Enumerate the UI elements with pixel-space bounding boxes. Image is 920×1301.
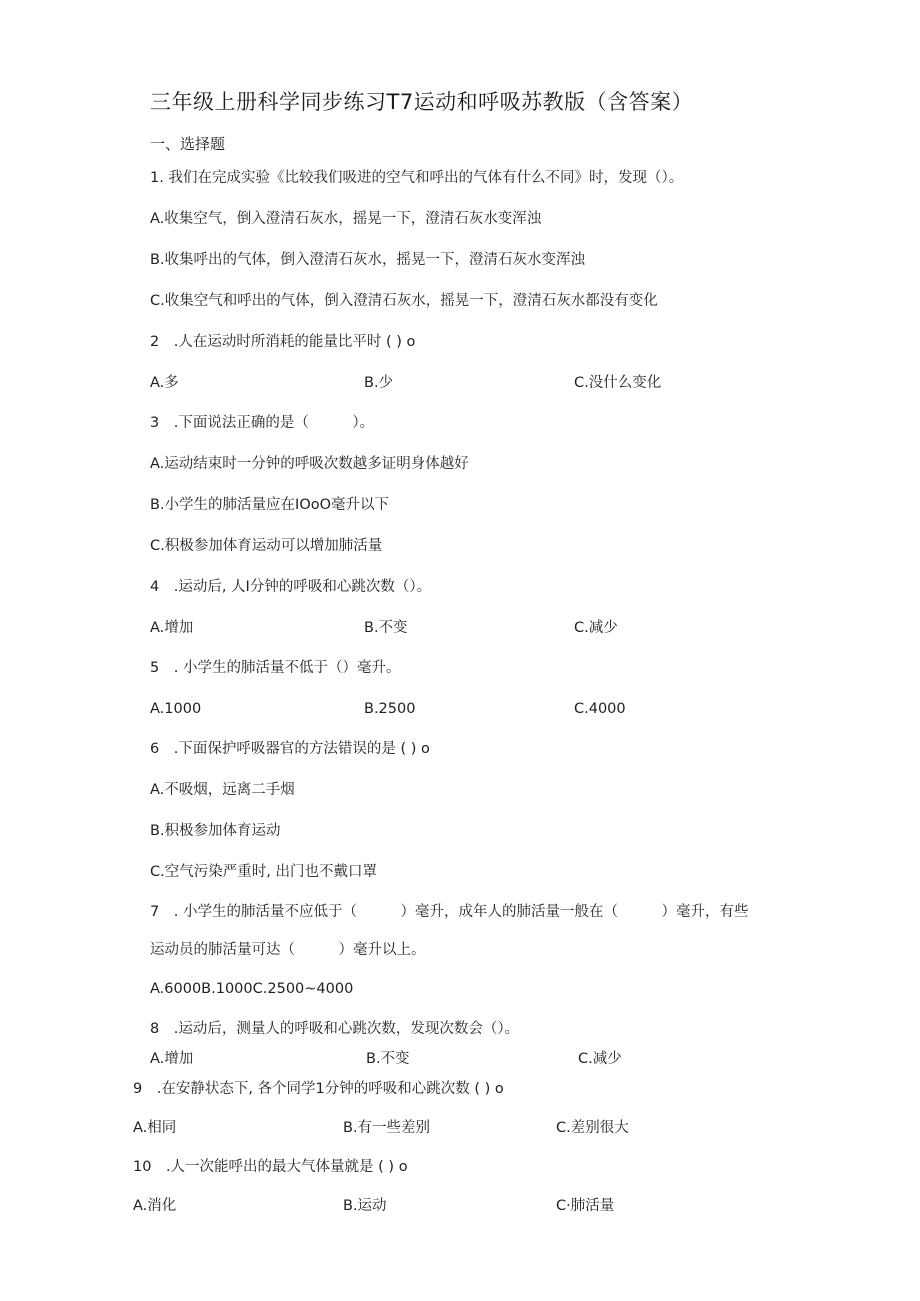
question-4-option-b: B.不变: [364, 620, 408, 636]
question-6-option-c: C.空气污染严重时, 出门也不戴口罩: [150, 864, 377, 880]
question-10-option-a: A.消化: [133, 1198, 177, 1214]
question-6-option-a: A.不吸烟，远离二手烟: [150, 782, 295, 798]
question-3-option-b: B.小学生的肺活量应在IOoO毫升以下: [150, 497, 390, 513]
question-7-stem: 7 . 小学生的肺活量不应低于（ ）毫升，成年人的肺活量一般在（ ）毫升，有些: [150, 904, 749, 920]
question-1-option-a: A.收集空气，倒入澄清石灰水，摇晃一下，澄清石灰水变浑浊: [150, 211, 542, 227]
question-3-option-a: A.运动结束时一分钟的呼吸次数越多证明身体越好: [150, 456, 469, 472]
question-6-stem: 6 .下面保护呼吸器官的方法错误的是 ( ) o: [150, 741, 430, 757]
question-8-option-c: C.减少: [578, 1051, 622, 1067]
question-8-option-b: B.不变: [366, 1051, 410, 1067]
question-2-stem: 2 .人在运动时所消耗的能量比平时 ( ) o: [150, 334, 416, 350]
question-6-option-b: B.积极参加体育运动: [150, 823, 281, 839]
question-1-stem: 1. 我们在完成实验《比较我们吸进的空气和呼出的气体有什么不同》时，发现（）。: [150, 170, 684, 186]
question-9-option-c: C.差别很大: [556, 1120, 629, 1136]
question-8-stem: 8 .运动后，测量人的呼吸和心跳次数，发现次数会（）。: [150, 1021, 520, 1037]
question-1-option-c: C.收集空气和呼出的气体，倒入澄清石灰水，摇晃一下，澄清石灰水都没有变化: [150, 293, 658, 309]
question-5-stem: 5 . 小学生的肺活量不低于（）毫升。: [150, 660, 401, 676]
question-5-option-c: C.4000: [574, 701, 626, 717]
question-7-options: A.6000B.1000C.2500~4000: [150, 981, 354, 997]
section-heading: 一、选择题: [150, 135, 226, 153]
question-5-option-a: A.1000: [150, 701, 202, 717]
question-10-stem: 10 .人一次能呼出的最大气体量就是 ( ) o: [133, 1159, 408, 1175]
question-5-option-b: B.2500: [364, 701, 416, 717]
question-2-option-a: A.多: [150, 375, 179, 391]
question-4-option-a: A.增加: [150, 620, 194, 636]
question-3-stem: 3 .下面说法正确的是（ ）。: [150, 415, 375, 431]
question-10-option-c: C·肺活量: [556, 1198, 615, 1214]
question-9-option-b: B.有一些差别: [343, 1120, 431, 1136]
question-8-option-a: A.增加: [150, 1051, 194, 1067]
question-1-option-b: B.收集呼出的气体，倒入澄清石灰水，摇晃一下，澄清石灰水变浑浊: [150, 252, 586, 268]
page-title: 三年级上册科学同步练习T7运动和呼吸苏教版（含答案）: [150, 90, 694, 114]
question-9-stem: 9 .在安静状态下, 各个同学1分钟的呼吸和心跳次数 ( ) o: [133, 1081, 504, 1097]
question-10-option-b: B.运动: [343, 1198, 387, 1214]
question-3-option-c: C.积极参加体育运动可以增加肺活量: [150, 538, 383, 554]
question-4-stem: 4 .运动后, 人I分钟的呼吸和心跳次数（）。: [150, 579, 432, 595]
question-4-option-c: C.减少: [574, 620, 618, 636]
question-9-option-a: A.相同: [133, 1120, 177, 1136]
question-7-stem-continued: 运动员的肺活量可达（ ）毫升以上。: [150, 942, 426, 958]
question-2-option-c: C.没什么变化: [574, 375, 662, 391]
question-2-option-b: B.少: [364, 375, 394, 391]
